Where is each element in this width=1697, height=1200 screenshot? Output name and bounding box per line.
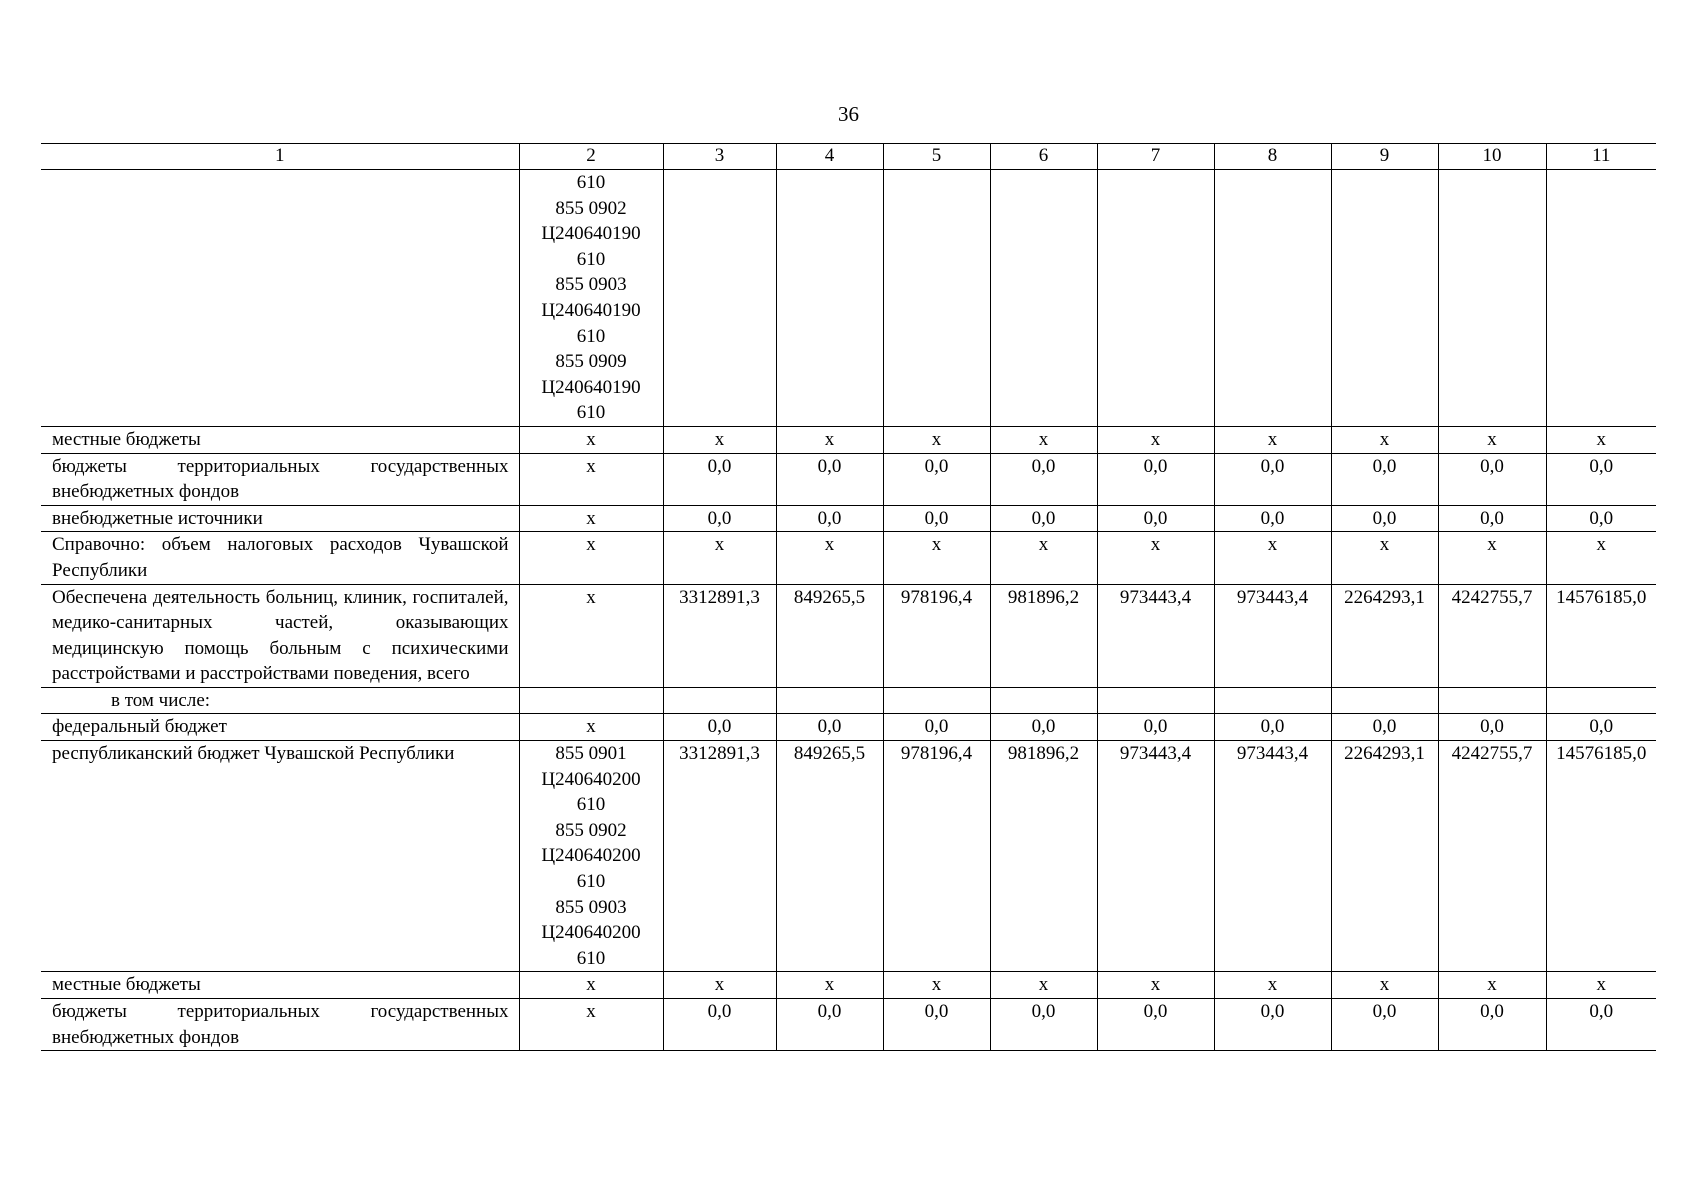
value-cell: x — [1331, 426, 1438, 453]
value-cell: 973443,4 — [1097, 584, 1214, 687]
column-number: 4 — [776, 144, 883, 170]
budget-code-line: x — [586, 1001, 596, 1022]
budget-code-line: Ц240640190 — [541, 299, 641, 321]
table-row — [41, 170, 1656, 427]
value-cell: 0,0 — [990, 714, 1097, 741]
value-cell — [776, 687, 883, 714]
value-cell: x — [1097, 532, 1214, 584]
value-cell: 0,0 — [883, 505, 990, 532]
value-cell: 2264293,1 — [1331, 584, 1438, 687]
value-cell: 14576185,0 — [1546, 741, 1656, 972]
value-cell: 3312891,3 — [663, 584, 776, 687]
value-cell — [1097, 687, 1214, 714]
budget-code-line: x — [586, 974, 596, 996]
value-cell: 0,0 — [1331, 453, 1438, 505]
budget-code-cell — [519, 687, 663, 714]
column-number: 1 — [41, 144, 519, 170]
value-cell: x — [776, 972, 883, 999]
value-cell: x — [883, 426, 990, 453]
budget-code-cell — [519, 505, 663, 532]
value-cell: 0,0 — [1438, 999, 1546, 1051]
table-row — [41, 741, 1656, 972]
value-cell: 0,0 — [883, 714, 990, 741]
budget-code-line: Ц240640190 — [541, 223, 641, 245]
budget-code-line: 855 0902 — [555, 197, 627, 219]
budget-code-cell — [519, 584, 663, 687]
column-number: 7 — [1097, 144, 1214, 170]
value-cell: 0,0 — [1331, 714, 1438, 741]
column-number: 8 — [1214, 144, 1331, 170]
value-cell: 4242755,7 — [1438, 584, 1546, 687]
budget-code-line: 855 0903 — [555, 896, 627, 918]
value-cell: 2264293,1 — [1331, 741, 1438, 972]
table-row — [41, 453, 1656, 505]
budget-code-line: 855 0909 — [555, 351, 627, 373]
budget-code-line: x — [586, 716, 596, 738]
budget-code-line: 855 0902 — [555, 819, 627, 841]
value-cell: 0,0 — [776, 453, 883, 505]
column-number: 3 — [663, 144, 776, 170]
value-cell: 973443,4 — [1097, 741, 1214, 972]
budget-code-line: 610 — [576, 794, 606, 816]
value-cell: 849265,5 — [776, 584, 883, 687]
value-cell: x — [1097, 972, 1214, 999]
value-cell: 0,0 — [1214, 453, 1331, 505]
value-cell: 973443,4 — [1214, 741, 1331, 972]
budget-code-line: x — [586, 428, 596, 450]
row-name-cell: Обеспечена деятельность больниц, клиник, госпиталей, медико-санитарных частей, оказывающих медицинскую помощь больным с психическими расстройствами и расстройствами поведения, всего — [41, 584, 519, 687]
value-cell: 0,0 — [1331, 999, 1438, 1051]
column-number: 10 — [1438, 144, 1546, 170]
column-number: 2 — [519, 144, 663, 170]
column-number: 5 — [883, 144, 990, 170]
table-row — [41, 584, 1656, 687]
value-cell: x — [776, 426, 883, 453]
budget-code-line: Ц240640200 — [541, 845, 641, 867]
value-cell: 0,0 — [776, 714, 883, 741]
budget-code-cell — [519, 972, 663, 999]
budget-code-line: 610 — [576, 172, 606, 193]
value-cell: x — [1331, 532, 1438, 584]
value-cell: x — [1097, 426, 1214, 453]
value-cell: x — [1214, 532, 1331, 584]
value-cell — [1438, 687, 1546, 714]
value-cell: x — [1438, 972, 1546, 999]
value-cell: x — [1546, 972, 1656, 999]
budget-code-line: x — [586, 534, 596, 556]
value-cell: x — [990, 972, 1097, 999]
value-cell: x — [1438, 426, 1546, 453]
budget-code-cell — [519, 426, 663, 453]
value-cell: 981896,2 — [990, 741, 1097, 972]
budget-code-line: Ц240640200 — [541, 768, 641, 790]
value-cell: 0,0 — [1546, 505, 1656, 532]
value-cell: 0,0 — [1097, 505, 1214, 532]
budget-code-cell — [519, 532, 663, 584]
value-cell — [776, 170, 883, 427]
value-cell: x — [663, 426, 776, 453]
value-cell: x — [663, 532, 776, 584]
value-cell: x — [883, 972, 990, 999]
value-cell — [1546, 170, 1656, 427]
value-cell: x — [1438, 532, 1546, 584]
table-row — [41, 999, 1656, 1051]
value-cell: x — [663, 972, 776, 999]
value-cell: 14576185,0 — [1546, 584, 1656, 687]
budget-code-cell — [519, 170, 663, 427]
column-number-row — [41, 144, 1656, 170]
value-cell — [990, 170, 1097, 427]
row-name-cell: местные бюджеты — [41, 972, 519, 999]
value-cell: 973443,4 — [1214, 584, 1331, 687]
value-cell: 0,0 — [1214, 714, 1331, 741]
table-body — [41, 144, 1656, 1051]
value-cell: 0,0 — [776, 999, 883, 1051]
value-cell: 4242755,7 — [1438, 741, 1546, 972]
budget-code-cell — [519, 714, 663, 741]
value-cell: 978196,4 — [883, 741, 990, 972]
value-cell: x — [990, 426, 1097, 453]
value-cell — [1331, 170, 1438, 427]
value-cell: 0,0 — [1097, 999, 1214, 1051]
value-cell: 0,0 — [1546, 453, 1656, 505]
value-cell: 0,0 — [1097, 453, 1214, 505]
budget-code-cell — [519, 453, 663, 505]
value-cell — [1438, 170, 1546, 427]
value-cell: 978196,4 — [883, 584, 990, 687]
budget-code-line: 610 — [576, 947, 606, 969]
value-cell: x — [1546, 426, 1656, 453]
value-cell: 849265,5 — [776, 741, 883, 972]
value-cell — [663, 170, 776, 427]
value-cell — [883, 687, 990, 714]
budget-code-line: x — [586, 507, 596, 529]
budget-code-line: 610 — [576, 871, 606, 893]
row-name-cell: в том числе: — [41, 687, 519, 714]
value-cell: x — [883, 532, 990, 584]
value-cell — [663, 687, 776, 714]
value-cell: x — [990, 532, 1097, 584]
value-cell — [1097, 170, 1214, 427]
value-cell: x — [1214, 972, 1331, 999]
value-cell: 0,0 — [663, 453, 776, 505]
value-cell: 0,0 — [1331, 505, 1438, 532]
value-cell: 0,0 — [990, 999, 1097, 1051]
table-row — [41, 532, 1656, 584]
column-number: 11 — [1546, 144, 1656, 170]
value-cell: 3312891,3 — [663, 741, 776, 972]
row-name-cell — [41, 170, 519, 427]
value-cell — [883, 170, 990, 427]
row-name-cell: местные бюджеты — [41, 426, 519, 453]
budget-code-line: 610 — [576, 325, 606, 347]
value-cell: x — [1546, 532, 1656, 584]
value-cell: 0,0 — [990, 505, 1097, 532]
table-row — [41, 714, 1656, 741]
row-name-cell: внебюджетные источники — [41, 505, 519, 532]
row-name-cell: федеральный бюджет — [41, 714, 519, 741]
value-cell: x — [1331, 972, 1438, 999]
value-cell — [1214, 687, 1331, 714]
budget-code-line: x — [586, 455, 596, 477]
value-cell: 0,0 — [1438, 714, 1546, 741]
value-cell: 0,0 — [663, 714, 776, 741]
value-cell: 0,0 — [1546, 999, 1656, 1051]
value-cell: 0,0 — [663, 505, 776, 532]
value-cell: 0,0 — [883, 999, 990, 1051]
value-cell: 0,0 — [663, 999, 776, 1051]
value-cell: 0,0 — [1214, 999, 1331, 1051]
budget-code-line: 610 — [576, 402, 606, 424]
budget-code-line: 855 0901 — [555, 743, 627, 765]
value-cell — [1546, 687, 1656, 714]
value-cell: x — [1214, 426, 1331, 453]
row-name-cell: бюджеты территориальных государственных внебюджетных фондов — [41, 999, 519, 1051]
value-cell: 0,0 — [776, 505, 883, 532]
value-cell: 0,0 — [1097, 714, 1214, 741]
value-cell — [1331, 687, 1438, 714]
table-row — [41, 505, 1656, 532]
value-cell — [990, 687, 1097, 714]
column-number: 6 — [990, 144, 1097, 170]
budget-code-cell — [519, 741, 663, 972]
value-cell: x — [776, 532, 883, 584]
row-name-cell: республиканский бюджет Чувашской Республики — [41, 741, 519, 972]
value-cell: 0,0 — [883, 453, 990, 505]
budget-code-line: Ц240640200 — [541, 922, 641, 944]
table-row — [41, 687, 1656, 714]
budget-code-line: Ц240640190 — [541, 376, 641, 398]
value-cell: 981896,2 — [990, 584, 1097, 687]
table-row — [41, 426, 1656, 453]
column-number: 9 — [1331, 144, 1438, 170]
row-name-cell: бюджеты территориальных государственных внебюджетных фондов — [41, 453, 519, 505]
page-number: 36 — [838, 102, 859, 126]
value-cell: 0,0 — [1438, 453, 1546, 505]
budget-code-cell — [519, 999, 663, 1051]
value-cell: 0,0 — [990, 453, 1097, 505]
table-row — [41, 972, 1656, 999]
value-cell — [1214, 170, 1331, 427]
budget-code-line: 610 — [576, 248, 606, 270]
value-cell: 0,0 — [1546, 714, 1656, 741]
value-cell: 0,0 — [1214, 505, 1331, 532]
budget-code-line: 855 0903 — [555, 274, 627, 296]
budget-code-line: x — [586, 586, 596, 608]
budget-table — [41, 143, 1656, 1051]
row-name-cell: Справочно: объем налоговых расходов Чувашской Республики — [41, 532, 519, 584]
value-cell: 0,0 — [1438, 505, 1546, 532]
